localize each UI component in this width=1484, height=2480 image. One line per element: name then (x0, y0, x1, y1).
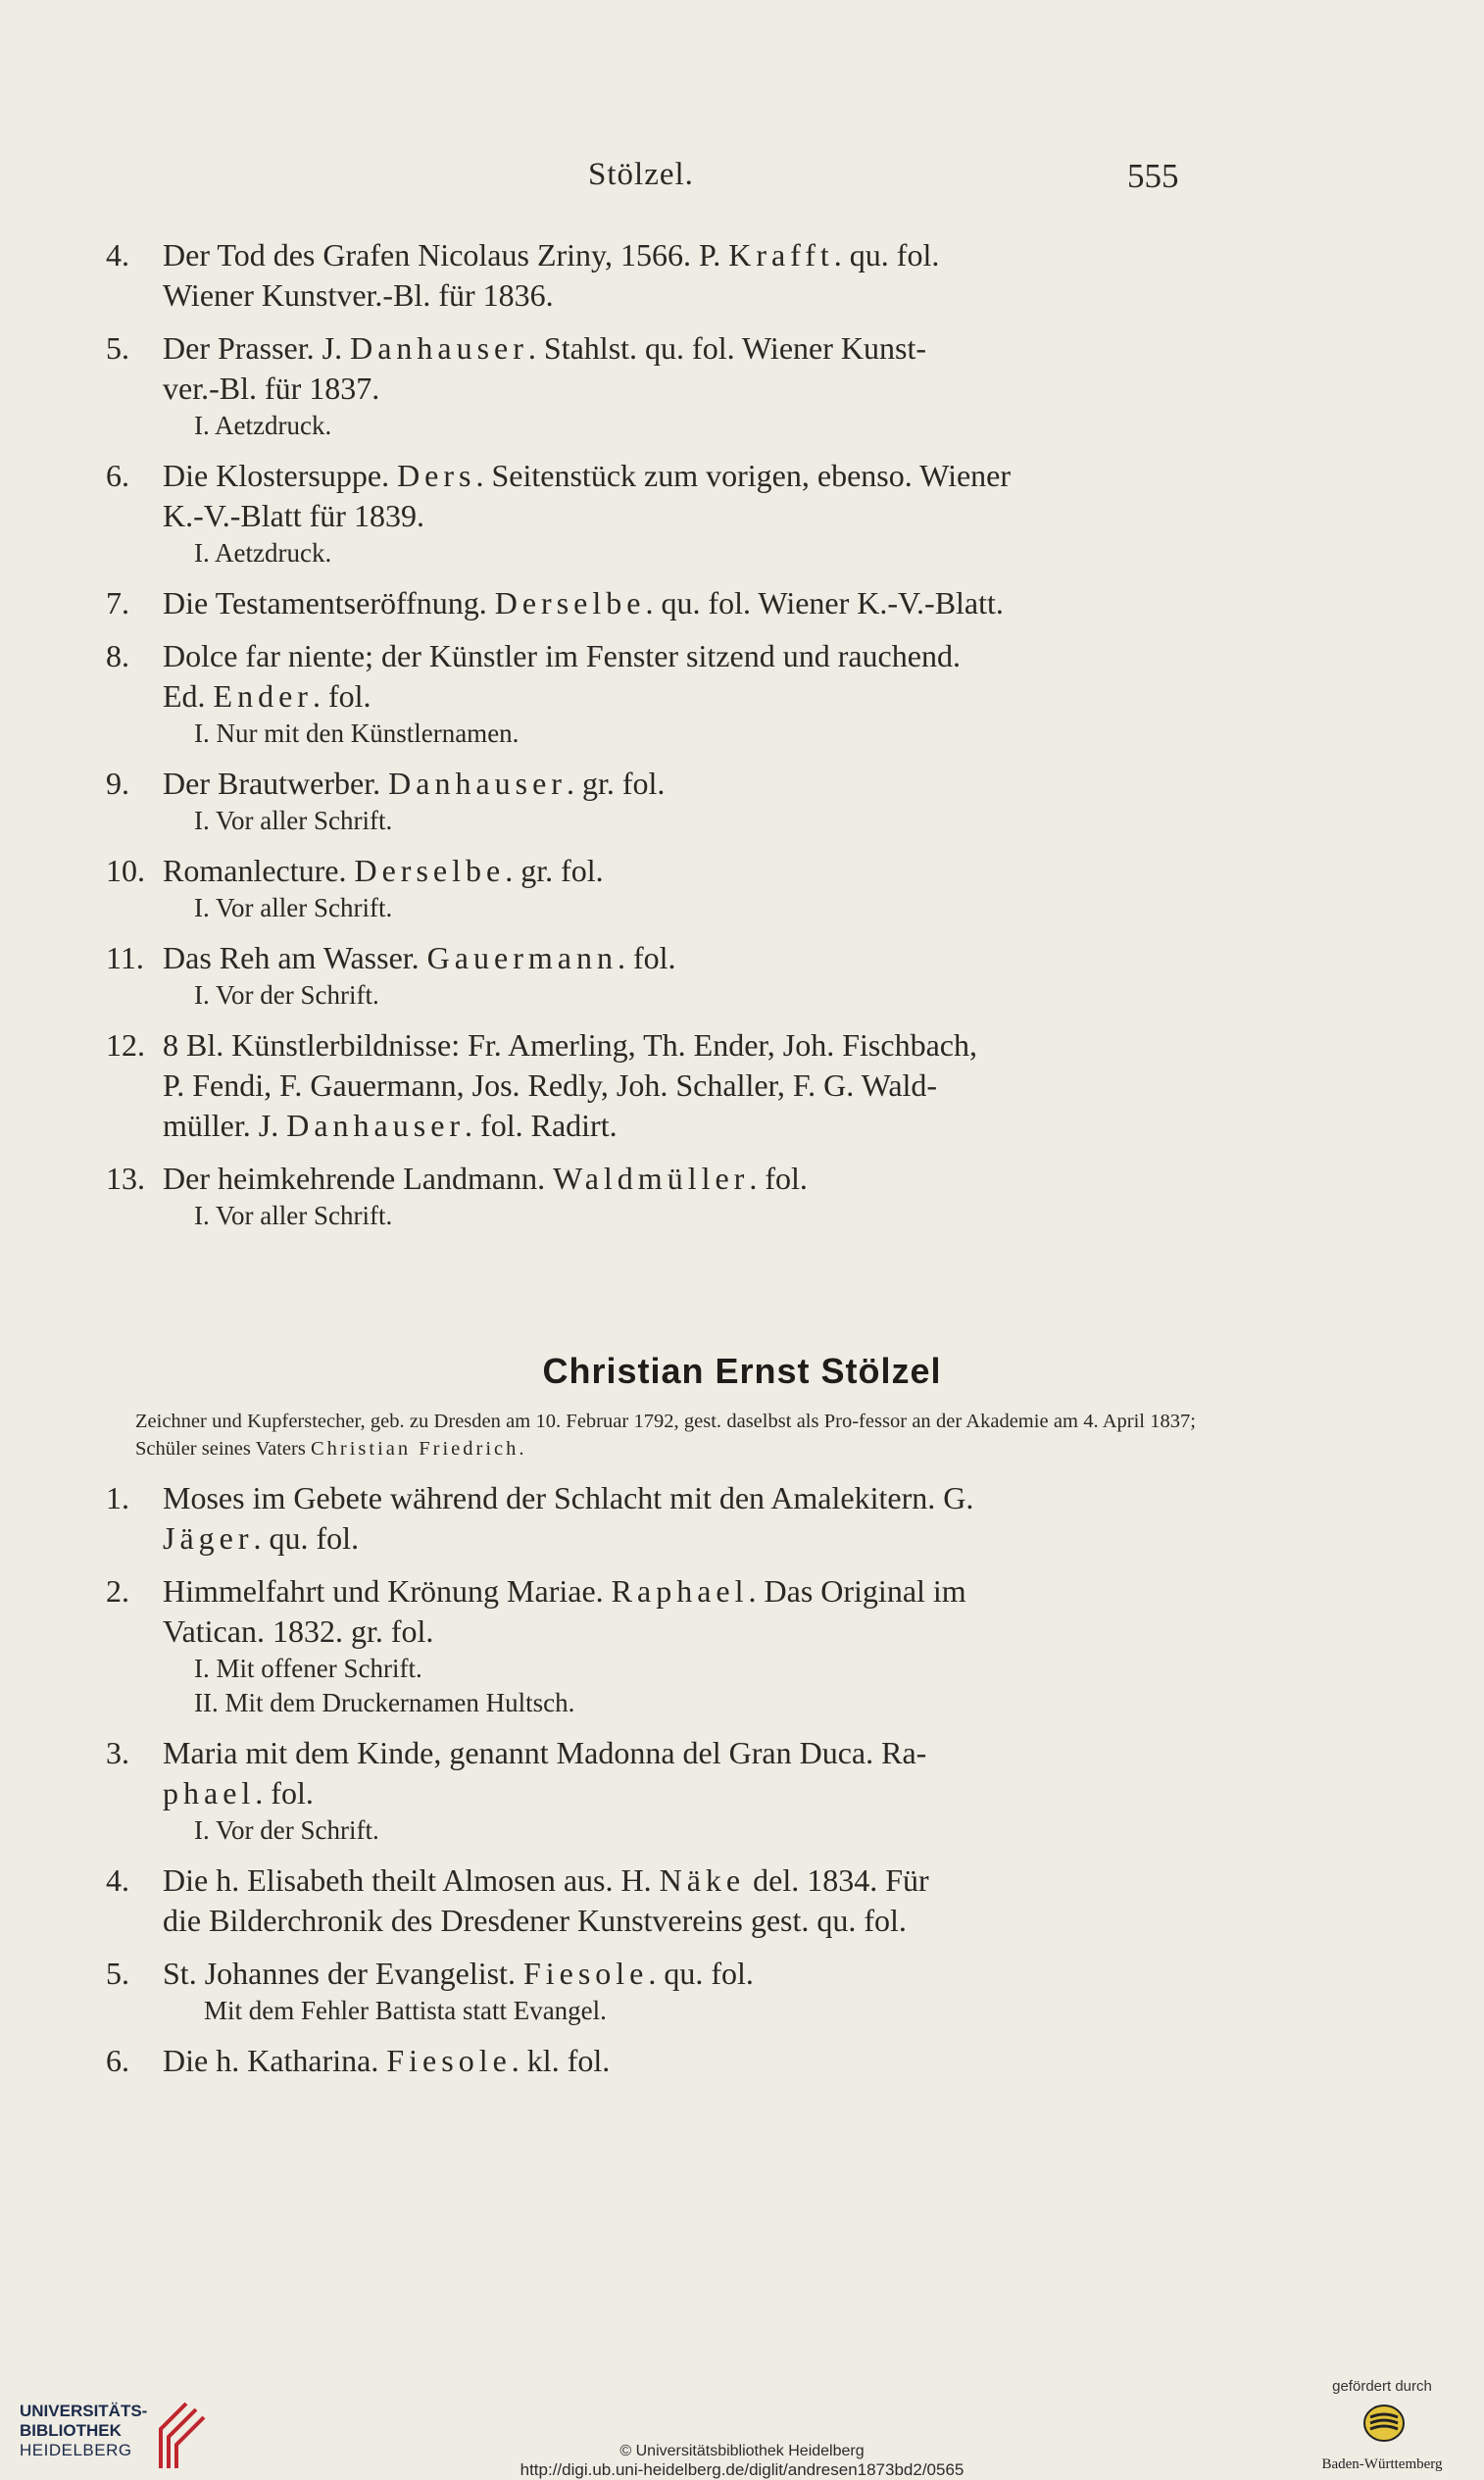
entry-12 (106, 1025, 1194, 1146)
entry-list-bottom (106, 1478, 1194, 2081)
footer (0, 2360, 1484, 2480)
entry-text: Die h. Elisabeth theilt Almosen aus. H. Näke del. 1834. Für die Bilderchronik des Dresdener Kunstvereins gest. qu. fol. (163, 1862, 929, 1938)
entry-b1 (106, 1478, 1194, 1559)
state-note: I. Aetzdruck. (194, 538, 332, 568)
state-note: I. Nur mit den Künstlernamen. (194, 719, 519, 748)
state-note: I. Vor der Schrift. (194, 1815, 379, 1845)
state-note: I. Vor der Schrift. (194, 980, 379, 1010)
state-note: II. Mit dem Druckernamen Hultsch. (194, 1688, 575, 1717)
state-note: I. Vor aller Schrift. (194, 806, 393, 835)
entry-text: 8 Bl. Künstlerbildnisse: Fr. Amerling, Th. Ender, Joh. Fischbach, P. Fendi, F. Gauermann, Jos. Redly, Joh. Schaller, F. G. Wald- müller. J. Danhauser. fol. Radirt. (163, 1027, 977, 1143)
page-number: 555 (1127, 157, 1179, 195)
entry-8 (106, 636, 1194, 751)
entry-number: 11. (106, 940, 144, 975)
entry-number: 5. (106, 330, 129, 366)
entry-10 (106, 851, 1194, 925)
entry-b6 (106, 2041, 1194, 2081)
entry-text: Der heimkehrende Landmann. Waldmüller. fol. (163, 1161, 808, 1196)
entry-b4 (106, 1860, 1194, 1941)
entry-11 (106, 938, 1194, 1013)
logo-line: HEIDELBERG (20, 2441, 132, 2459)
entry-text: Romanlecture. Derselbe. gr. fol. (163, 853, 604, 888)
entry-number: 10. (106, 853, 145, 888)
entry-9 (106, 764, 1194, 838)
entry-number: 7. (106, 585, 129, 620)
entry-number: 6. (106, 2043, 129, 2078)
entry-text: St. Johannes der Evangelist. Fiesole. qu. fol. (163, 1956, 754, 1991)
entry-number: 1. (106, 1480, 129, 1515)
state-note: I. Aetzdruck. (194, 411, 332, 440)
entry-text: Die h. Katharina. Fiesole. kl. fol. (163, 2043, 611, 2078)
entry-list-top (106, 235, 1194, 1233)
crest-icon (1360, 2400, 1408, 2447)
entry-number: 8. (106, 638, 129, 673)
entry-text: Der Brautwerber. Danhauser. gr. fol. (163, 766, 666, 801)
copyright-text: © Universitätsbibliothek Heidelberg (619, 2443, 865, 2459)
artist-heading: Christian Ernst Stölzel (542, 1351, 942, 1391)
artist-bio: Zeichner und Kupferstecher, geb. zu Dresden am 10. Februar 1792, gest. daselbst als Pro-fessor an der Akademie am 4. April 1837; Schüler seines Vaters Christian Friedrich. (135, 1411, 1196, 1460)
logo-line: BIBLIOTHEK (20, 2421, 122, 2440)
running-head (0, 157, 1484, 196)
entry-text: Himmelfahrt und Krönung Mariae. Raphael. Das Original im Vatican. 1832. gr. fol. (163, 1573, 966, 1649)
entry-4 (106, 235, 1194, 316)
entry-text: Dolce far niente; der Künstler im Fenster sitzend und rauchend. Ed. Ender. fol. (163, 638, 961, 714)
entry-number: 5. (106, 1956, 129, 1991)
entry-text: Moses im Gebete während der Schlacht mit den Amalekitern. G. Jäger. qu. fol. (163, 1480, 974, 1556)
entry-6 (106, 456, 1194, 570)
entry-13 (106, 1159, 1194, 1233)
running-head-title: Stölzel. (588, 157, 694, 192)
entry-text: Der Tod des Grafen Nicolaus Zriny, 1566. P. Krafft. qu. fol. Wiener Kunstver.-Bl. für 1836. (163, 237, 940, 313)
entry-b3 (106, 1733, 1194, 1848)
state-note: I. Vor aller Schrift. (194, 1201, 393, 1230)
state-note: Mit dem Fehler Battista statt Evangel. (204, 1996, 607, 2025)
entry-text: Die Klostersuppe. Ders. Seitenstück zum vorigen, ebenso. Wiener K.-V.-Blatt für 1839. (163, 458, 1012, 533)
permalink[interactable]: http://digi.ub.uni-heidelberg.de/diglit/andresen1873bd2/0565 (519, 2460, 965, 2479)
entry-5 (106, 328, 1194, 443)
entry-text: Maria mit dem Kinde, genannt Madonna del Gran Duca. Ra- phael. fol. (163, 1735, 927, 1810)
funder-name: Baden-Württemberg (1321, 2456, 1443, 2472)
entry-b5 (106, 1954, 1194, 2028)
entry-number: 6. (106, 458, 129, 493)
entry-number: 12. (106, 1027, 145, 1063)
state-note: I. Vor aller Schrift. (194, 893, 393, 922)
entry-7 (106, 583, 1194, 623)
funder-block (1294, 2378, 1470, 2476)
entry-number: 9. (106, 766, 129, 801)
entry-text: Der Prasser. J. Danhauser. Stahlst. qu. fol. Wiener Kunst- ver.-Bl. für 1837. (163, 330, 926, 406)
entry-number: 4. (106, 237, 129, 273)
entry-number: 3. (106, 1735, 129, 1770)
funder-label: gefördert durch (1332, 2378, 1432, 2395)
entry-number: 4. (106, 1862, 129, 1898)
entry-b2 (106, 1571, 1194, 1720)
entry-number: 13. (106, 1161, 145, 1196)
entry-text: Das Reh am Wasser. Gauermann. fol. (163, 940, 676, 975)
entry-number: 2. (106, 1573, 129, 1609)
state-note: I. Mit offener Schrift. (194, 1654, 422, 1683)
logo-line: UNIVERSITÄTS- (20, 2402, 148, 2420)
entry-text: Die Testamentseröffnung. Derselbe. qu. fol. Wiener K.-V.-Blatt. (163, 585, 1004, 620)
